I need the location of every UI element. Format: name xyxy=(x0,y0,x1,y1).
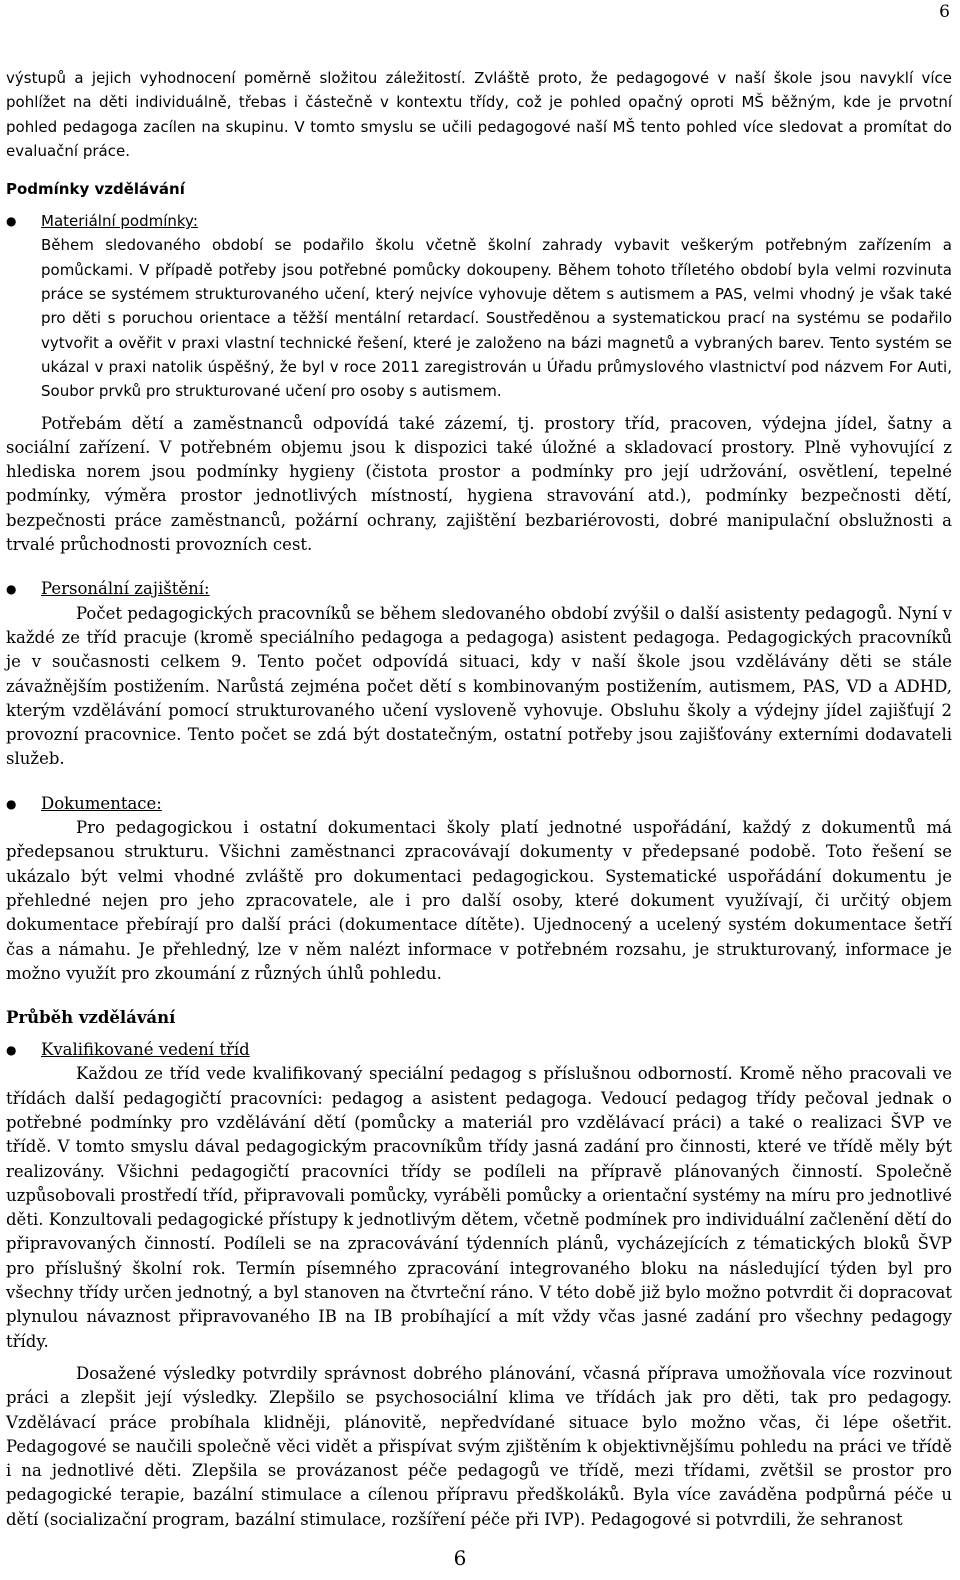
list-item-qualified xyxy=(6,1038,952,1354)
item-title-material: Materiální podmínky: xyxy=(41,212,198,231)
document-body xyxy=(6,66,952,1532)
intro-paragraph: výstupů a jejich vyhodnocení poměrně složitou záležitostí. Zvláště proto, že pedagogové v naší škole jsou navyklí více pohlížet na děti individuálně, třebas i částečně v kontextu třídy, což je pohled opačný oproti MŠ běžným, kde je prvotní pohled pedagoga zacílen na skupinu. V tomto smyslu se učili pedagogové naší MŠ tento pohled více sledovat a promítat do evaluační práce. xyxy=(6,69,952,160)
bullet-icon: ● xyxy=(6,796,17,811)
section-heading-conditions: Podmínky vzdělávání xyxy=(6,180,185,199)
bullet-icon: ● xyxy=(6,582,17,597)
page-number-top: 6 xyxy=(939,2,950,22)
paragraph-material-2 xyxy=(6,412,952,558)
paragraph-qualified-2-wrap xyxy=(6,1362,952,1532)
paragraph-qualified-2: Dosažené výsledky potvrdily správnost dobrého plánování, včasná příprava umožňovala více rozvinout práci a zlepšit její výsledky. Zlepšilo se psychosociální klima ve třídách jak pro děti, tak pro pedagogy. Vzdělávací práce probíhala klidněji, plánovitě, nepředvídané situace bylo možno včas, či lépe ošetřit. Pedagogové se naučili společně věci vidět a přispívat svým zjištěním k objektivnějšímu pohledu na práci ve třídě i na jednotlivé děti. Zlepšila se provázanost péče pedagogů ve třídě, mezi třídami, zvětšil se prostor pro pedagogické terapie, bazální stimulace a cílenou přípravu předškoláků. Byla více zaváděna podpůrná péče u dětí (socializační program, bazální stimulace, rozšíření péče při IVP). Pedagogové si potvrdili, že sehranost xyxy=(6,1363,952,1529)
paragraph-material-2-text: Potřebám dětí a zaměstnanců odpovídá také zázemí, tj. prostory tříd, pracoven, výdejna jídel, šatny a sociální zařízení. V potřebném objemu jsou k dispozici také úložné a skladovací prostory. Plně vyhovující z hlediska norem jsou podmínky hygieny (čistota prostor a podmínky pro její udržování, osvětlení, tepelné podmínky, výměra prostor jednotlivých místností, hygiena stravování atd.), podmínky bezpečnosti dětí, bezpečnosti práce zaměstnanců, požární ochrany, zajištění bezbariérovosti, dobré manipulační obslužnosti a trvalé průchodnosti provozních cest. xyxy=(6,413,952,555)
item-title-personnel: Personální zajištění: xyxy=(41,579,210,599)
paragraph-personnel: Počet pedagogických pracovníků se během sledovaného období zvýšil o další asistenty pedagogů. Nyní v každé ze tříd pracuje (kromě speciálního pedagoga a pedagoga) asistent pedagoga. Pedagogických pracovníků je v současnosti celkem 9. Tento počet odpovídá situaci, kdy v naší škole jsou vzdělávány děti se stále závažnějším postižením. Narůstá zejména počet dětí s kombinovaným postižením, autismem, PAS, VD a ADHD, kterým vzdělávání pomocí strukturovaného učení vysloveně vyhovuje. Obsluhu školy a výdejny jídel zajišťují 2 provozní pracovnice. Tento počet se zdá být dostatečným, ostatní potřeby jsou zajišťovány externími dodavateli služeb. xyxy=(6,603,952,769)
paragraph-documentation: Pro pedagogickou i ostatní dokumentaci školy platí jednotné uspořádání, každý z dokumentů má předepsanou strukturu. Všichni zaměstnanci zpracovávají dokumenty v předepsané podobě. Toto řešení se ukázalo být velmi vhodné zvláště pro dokumentaci pedagogickou. Systematické uspořádání dokumentu je přehledné nejen pro jeho zpracovatele, ale i pro další osoby, které dokument využívají, či určitý objem dokumentace přebírají pro další práci (dokumentace dítěte). Ujednocený a ucelený systém dokumentace šetří čas a námahu. Je přehledný, lze v něm nalézt informace v potřebném rozsahu, je strukturovaný, informace je možno využít pro zkoumání z různých úhlů pohledu. xyxy=(6,818,952,983)
list-item-material xyxy=(6,209,952,403)
item-title-qualified: Kvalifikované vedení tříd xyxy=(41,1040,250,1060)
paragraph-material-1: Během sledovaného období se podařilo školu včetně školní zahrady vybavit veškerým potřebným zařízením a pomůckami. V případě potřeby jsou potřebné pomůcky dokoupeny. Během tohoto tříletého období byla velmi rozvinuta práce se systémem strukturovaného učení, který nejvíce vyhovuje dětem s autismem a PAS, velmi vhodný je však také pro děti s poruchou orientace a těžší mentální retardací. Soustředěnou a systematickou prací na systému se podařilo vytvořit a ověřit v praxi vlastní technické řešení, které je založeno na bázi magnetů a vybraných barev. Tento systém se ukázal v praxi natolik úspěšný, že byl v roce 2011 zaregistrován u Úřadu průmyslového vlastnictví pod názvem For Auti, Soubor prvků pro strukturované učení pro osoby s autismem. xyxy=(41,236,952,401)
list-item-personnel xyxy=(6,577,952,771)
item-title-documentation: Dokumentace: xyxy=(41,793,162,813)
list-item-documentation xyxy=(6,792,952,986)
section-heading-progress: Průběh vzdělávání xyxy=(6,1008,176,1028)
page-number-bottom: 6 xyxy=(453,1546,467,1570)
bullet-icon: ● xyxy=(6,214,17,229)
paragraph-qualified-1: Každou ze tříd vede kvalifikovaný speciální pedagog s příslušnou odborností. Kromě něho pracovali ve třídách další pedagogičtí pracovníci: pedagog a asistent pedagoga. Vedoucí pedagog třídy pečoval jednak o potřebné podmínky pro vzdělávání dětí (pomůcky a materiál pro vzdělávací práci) a také o realizaci ŠVP ve třídě. V tomto smyslu dával pedagogickým pracovníkům třídy jasná zadání pro činnosti, které ve třídě měly být realizovány. Všichni pedagogičtí pracovníci třídy se podíleli na přípravě plánovaných činností. Společně uzpůsobovali prostředí tříd, připravovali pomůcky, vyráběli pomůcky a orientační systémy na míru pro jednotlivé děti. Konzultovali pedagogické přístupy k jednotlivým dětem, včetně podmínek pro individuální začlenění dětí do připravovaných činností. Podíleli se na zpracovávání týdenních plánů, vycházejících z tématických bloků ŠVP pro příslušný školní rok. Termín písemného zpracování integrovaného bloku na následující týden byl pro všechny třídy určen jednotný, a byl stanoven na čtvrteční ráno. V této době již bylo možno potvrdit či dopracovat plynulou návaznost připravovaného IB na IB probíhající a mít vždy včas jasné zadání pro všechny pedagogy třídy. xyxy=(6,1064,952,1351)
bullet-icon: ● xyxy=(6,1043,17,1058)
